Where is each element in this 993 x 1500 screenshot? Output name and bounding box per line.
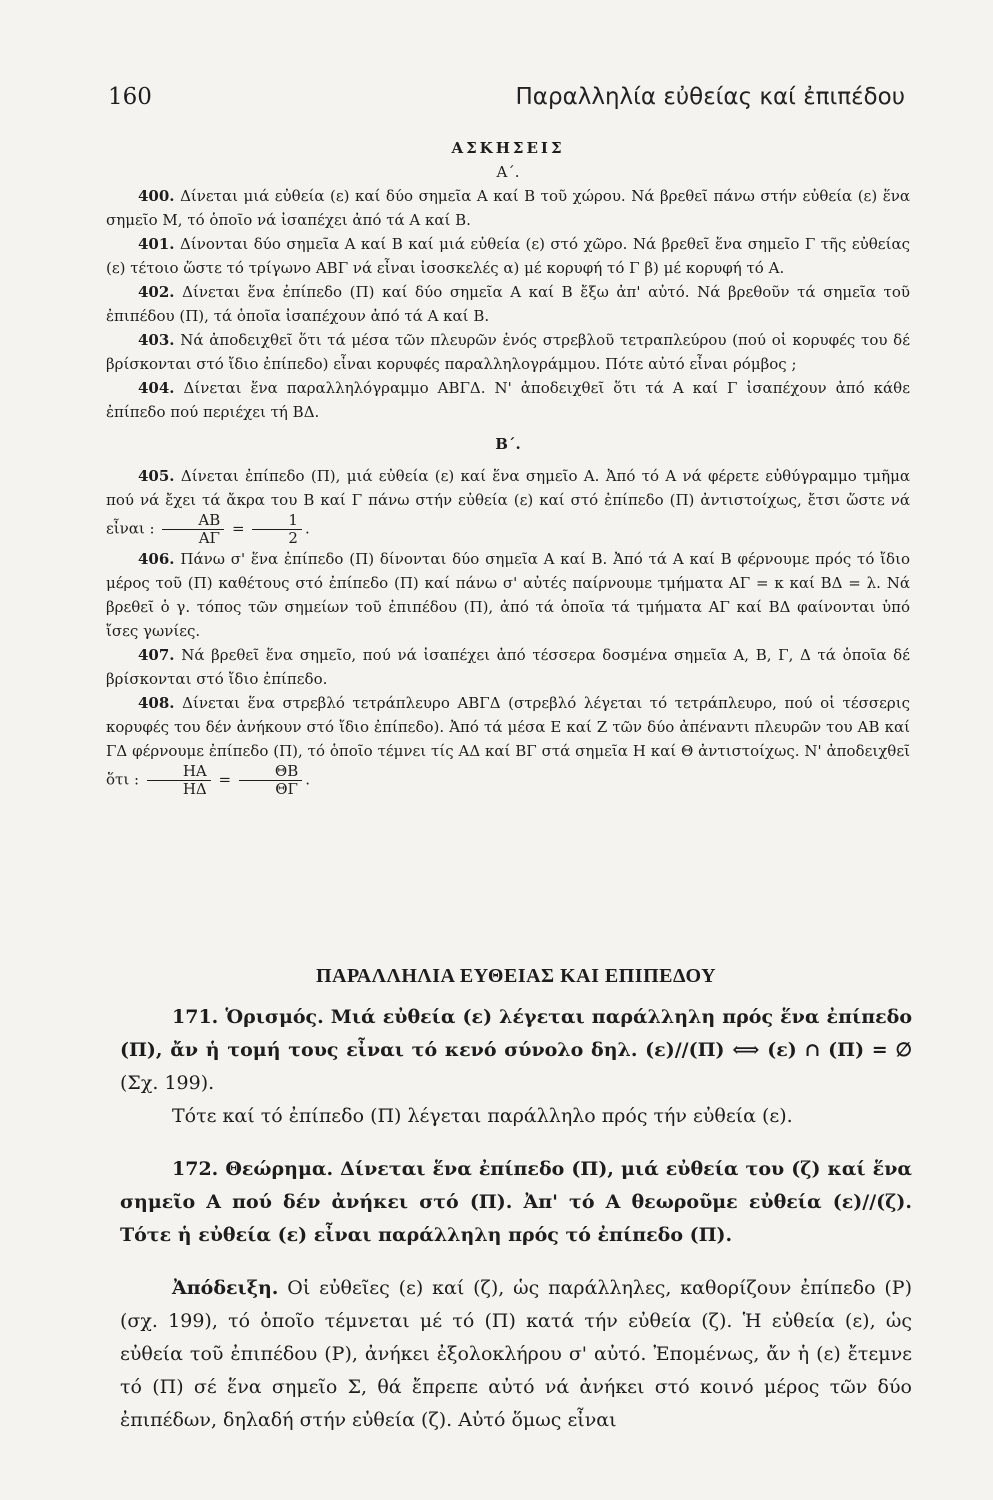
- page-header: [108, 84, 905, 110]
- exercise-text: Νά ἀποδειχθεῖ ὅτι τά μέσα τῶν πλευρῶν ἑνός στρεβλοῦ τετραπλεύρου (πού οἱ κορυφές του δέ βρίσκονται στό ἴδιο ἐπίπεδο) εἶναι κορυφές παραλληλογράμμου. Πότε αὐτό εἶναι ρόμβος ;: [106, 331, 910, 373]
- exercise-text: Δίνεται μιά εὐθεία (ε) καί δύο σημεῖα Α καί Β τοῦ χώρου. Νά βρεθεῖ πάνω στήν εὐθεία (ε) ἕνα σημεῖο Μ, τό ὁποῖο νά ἰσαπέχει ἀπό τά Α καί Β.: [106, 187, 910, 229]
- end-period: .: [304, 519, 310, 538]
- exercise-number: 403.: [138, 331, 175, 349]
- fraction-numerator: ΗΑ: [147, 763, 211, 781]
- exercise-text: Δίνεται ἐπίπεδο (Π), μιά εὐθεία (ε) καί ἕνα σημεῖο Α. Ἀπό τό Α νά φέρετε εὐθύγραμμο τμῆμα πού νά ἔχει τά ἄκρα του Β καί Γ πάνω στήν εὐθεία (ε) καί στό ἐπίπεδο (Π) ἀντιστοίχως, ἔτσι ὥστε νά εἶναι :: [106, 467, 910, 538]
- main-text: [120, 960, 912, 1437]
- definition-171: [120, 1001, 912, 1100]
- exercises-title: ΑΣΚΗΣΕΙΣ: [451, 139, 565, 157]
- fraction-ab-ag: [162, 512, 224, 547]
- exercise-text: Πάνω σ' ἕνα ἐπίπεδο (Π) δίνονται δύο σημεῖα Α καί Β. Ἀπό τά Α καί Β φέρνουμε πρός τό ἴδιο μέρος τοῦ (Π) καθέτους στό ἐπίπεδο (Π) καί πάνω σ' αὐτές παίρνουμε τμήματα ΑΓ = κ καί ΒΔ = λ. Νά βρεθεῖ ὁ γ. τόπος τῶν σημείων τοῦ ἐπιπέδου (Π), ἀπό τά ὁποῖα τά τμήματα ΑΓ καί ΒΔ φαίνονται ὑπό ἴσες γωνίες.: [106, 550, 910, 640]
- end-period: .: [305, 770, 310, 789]
- exercise-text: Δίνεται ἕνα ἐπίπεδο (Π) καί δύο σημεῖα Α καί Β ἔξω ἀπ' αὐτό. Νά βρεθοῦν τά σημεῖα τοῦ ἐπιπέδου (Π), τά ὁποῖα ἰσαπέχουν ἀπό τά Α καί Β.: [106, 283, 910, 325]
- proof-text: Οἱ εὐθεῖες (ε) καί (ζ), ὡς παράλληλες, καθορίζουν ἐπίπεδο (Ρ) (σχ. 199), τό ὁποῖο τέμνεται μέ τό (Π) κατά τήν εὐθεία (ζ). Ἡ εὐθεία (ε), ὡς εὐθεία τοῦ ἐπιπέδου (Ρ), ἀνήκει ἐξολοκλήρου σ' αὐτό. Ἐπομένως, ἄν ἡ (ε) ἔτεμνε τό (Π) σέ ἕνα σημεῖο Σ, θά ἔπρεπε αὐτό νά ἀνήκει στό κοινό μέρος τῶν δύο ἐπιπέδων, δηλαδή στήν εὐθεία (ζ). Αὐτό ὅμως εἶναι: [120, 1277, 912, 1431]
- definition-text: 171. Ὁρισμός. Μιά εὐθεία (ε) λέγεται παράλληλη πρός ἕνα ἐπίπεδο (Π), ἄν ἡ τομή τους εἶναι τό κενό σύνολο δηλ. (ε)//(Π) ⟺ (ε) ∩ (Π) = ∅: [120, 1006, 912, 1061]
- fraction-numerator: ΘΒ: [239, 763, 302, 781]
- theorem-172: 172. Θεώρημα. Δίνεται ἕνα ἐπίπεδο (Π), μιά εὐθεία του (ζ) καί ἕνα σημεῖο Α πού δέν ἀνήκει στό (Π). Ἀπ' τό Α θεωροῦμε εὐθεία (ε)//(ζ). Τότε ἡ εὐθεία (ε) εἶναι παράλληλη πρός τό ἐπίπεδο (Π).: [120, 1158, 912, 1246]
- exercise-number: 401.: [138, 235, 175, 253]
- exercise-text: Δίνεται ἕνα στρεβλό τετράπλευρο ΑΒΓΔ (στρεβλό λέγεται τό τετράπλευρο, πού οἱ τέσσερις κορυφές του δέν ἀνήκουν στό ἴδιο ἐπίπεδο). Ἀπό τά μέσα Ε καί Ζ τῶν δύο ἀπέναντι πλευρῶν του ΑΒ καί ΓΔ φέρνουμε ἐπίπεδο (Π), τό ὁποῖο τέμνει τίς ΑΔ καί ΒΓ στά σημεῖα Η καί Θ ἀντιστοίχως. Ν' ἀποδειχθεῖ ὅτι :: [106, 694, 910, 789]
- exercise-number: 405.: [138, 467, 175, 485]
- exercises-section: [106, 136, 910, 798]
- exercise-407: [106, 643, 910, 691]
- fraction-numerator: ΑΒ: [162, 512, 224, 530]
- exercise-402: [106, 280, 910, 328]
- fraction-thb-thg: [239, 763, 302, 798]
- exercise-number: 408.: [138, 694, 175, 712]
- exercise-405: [106, 464, 910, 547]
- fraction-numerator: 1: [252, 512, 302, 530]
- fraction-denominator: 2: [288, 529, 298, 547]
- exercise-406: [106, 547, 910, 643]
- exercise-number: 402.: [138, 283, 175, 301]
- exercise-number: 404.: [138, 379, 175, 397]
- proof-172: [120, 1272, 912, 1437]
- fraction-ha-hd: [147, 763, 211, 798]
- fraction-denominator: ΘΓ: [275, 780, 298, 798]
- exercise-403: [106, 328, 910, 376]
- definition-171-note: Τότε καί τό ἐπίπεδο (Π) λέγεται παράλληλο πρός τήν εὐθεία (ε).: [172, 1105, 793, 1127]
- section-b-label: Β΄.: [495, 435, 521, 453]
- fraction-denominator: ΑΓ: [198, 529, 220, 547]
- exercise-408: [106, 691, 910, 798]
- equals-sign: =: [232, 519, 245, 538]
- exercise-404: [106, 376, 910, 424]
- running-title: Παραλληλία εὐθείας καί ἐπιπέδου: [515, 84, 905, 110]
- exercise-number: 406.: [138, 550, 175, 568]
- proof-label: Ἀπόδειξη.: [172, 1277, 279, 1299]
- section-a-label: Α΄.: [496, 163, 520, 181]
- exercise-number: 407.: [138, 646, 175, 664]
- page-number: 160: [108, 84, 152, 110]
- equals-sign: =: [218, 770, 232, 789]
- exercise-400: [106, 184, 910, 232]
- exercise-number: 400.: [138, 187, 175, 205]
- chapter-title: ΠΑΡΑΛΛΗΛΙΑ ΕΥΘΕΙΑΣ ΚΑΙ ΕΠΙΠΕΔΟΥ: [315, 965, 717, 987]
- fraction-denominator: ΗΔ: [182, 780, 207, 798]
- figure-reference: (Σχ. 199).: [120, 1072, 215, 1094]
- exercise-text: Δίνεται ἕνα παραλληλόγραμμο ΑΒΓΔ. Ν' ἀποδειχθεῖ ὅτι τά Α καί Γ ἰσαπέχουν ἀπό κάθε ἐπίπεδο πού περιέχει τή ΒΔ.: [106, 379, 910, 421]
- exercise-text: Δίνονται δύο σημεῖα Α καί Β καί μιά εὐθεία (ε) στό χῶρο. Νά βρεθεῖ ἕνα σημεῖο Γ τῆς εὐθείας (ε) τέτοιο ὥστε τό τρίγωνο ΑΒΓ νά εἶναι ἰσοσκελές α) μέ κορυφή τό Γ β) μέ κορυφή τό Α.: [106, 235, 910, 277]
- exercise-text: Νά βρεθεῖ ἕνα σημεῖο, πού νά ἰσαπέχει ἀπό τέσσερα δοσμένα σημεῖα Α, Β, Γ, Δ τά ὁποῖα δέ βρίσκονται στό ἴδιο ἐπίπεδο.: [106, 646, 910, 688]
- fraction-one-half: [252, 512, 302, 547]
- exercise-401: [106, 232, 910, 280]
